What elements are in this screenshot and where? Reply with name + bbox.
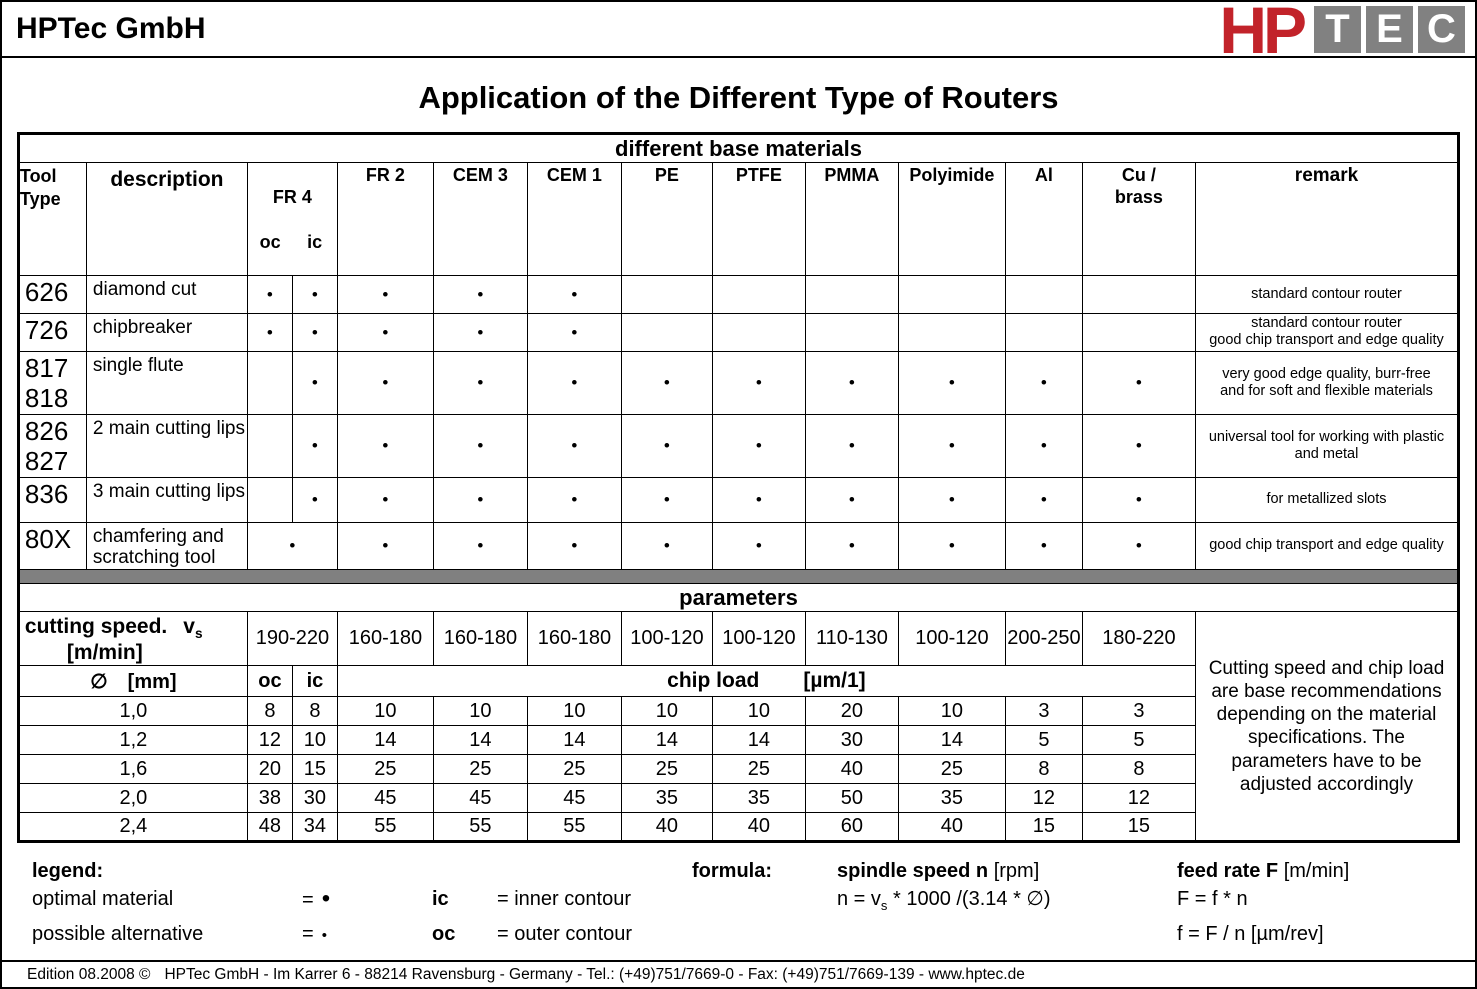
diameter-value: 2,0 (18, 784, 247, 813)
chip-load-value: 55 (337, 813, 433, 842)
legend-optimal-label: optimal material (32, 888, 174, 911)
chip-load-value: 14 (898, 726, 1005, 755)
table-row (18, 522, 1458, 570)
mark-cell-fr4-oc (247, 351, 292, 414)
mark-cell: • (433, 313, 527, 351)
tool-description: chipbreaker (86, 313, 247, 351)
col-header-pmma: PMMA (805, 163, 898, 276)
spindle-speed-title: spindle speed n [rpm] (837, 860, 1040, 883)
tool-description: 2 main cutting lips (86, 414, 247, 477)
chip-load-label: chip load (667, 669, 760, 693)
mark-cell (805, 275, 898, 313)
mark-cell: • (898, 351, 1005, 414)
oc-header: oc (247, 666, 292, 697)
spindle-speed-equation: $n = v_s * 1000$ /(3.14 * ∅) (837, 888, 1051, 914)
chip-load-value: 8 (292, 697, 337, 726)
mark-cell-fr4-ic: • (292, 313, 337, 351)
logo-tec-square-t: T (1314, 6, 1361, 53)
materials-section-title: different base materials (18, 134, 1458, 163)
mark-cell: • (898, 522, 1005, 570)
chip-load-value: 20 (247, 755, 292, 784)
chip-load-value: 48 (247, 813, 292, 842)
mark-cell-fr4-ic: • (292, 414, 337, 477)
legend-heading: legend: (32, 860, 104, 883)
chip-load-value: 12 (247, 726, 292, 755)
chip-load-value: 14 (712, 726, 805, 755)
mark-cell: • (805, 522, 898, 570)
mark-cell: • (1005, 351, 1082, 414)
chip-load-value: 3 (1082, 697, 1195, 726)
footer-edition: Edition 08.2008 © (27, 966, 151, 983)
tool-remark: for metallized slots (1195, 477, 1458, 522)
mark-cell (898, 313, 1005, 351)
cutting-speed-value: 110-130 (805, 612, 898, 666)
cutting-speed-value: 100-120 (898, 612, 1005, 666)
chip-load-value: 30 (292, 784, 337, 813)
chip-load-value: 40 (621, 813, 712, 842)
fr4-label: FR 4 (272, 186, 312, 207)
cutting-speed-value: 160-180 (337, 612, 433, 666)
fr4-oc-label: oc (259, 231, 281, 252)
mark-cell: • (433, 414, 527, 477)
tool-type: 726 (18, 313, 86, 351)
chip-load-value: 15 (292, 755, 337, 784)
diameter-value: 1,6 (18, 755, 247, 784)
mark-cell-fr4-ic: • (292, 351, 337, 414)
tool-remark: standard contour router good chip transport and edge quality (1195, 313, 1458, 351)
mark-cell-fr4: • (247, 522, 337, 570)
mark-cell-fr4-oc (247, 414, 292, 477)
parameters-note: Cutting speed and chip load are base recommendations depending on the material specifications. The parameters have to be adjusted accordingly (1195, 612, 1458, 842)
col-header-remark: remark (1195, 163, 1458, 276)
diameter-value: 2,4 (18, 813, 247, 842)
logo-hp-letters: HP (1219, 0, 1303, 67)
diameter-symbol: ∅ (90, 670, 108, 693)
parameters-section-title: parameters (18, 584, 1458, 612)
materials-section-title-row (18, 134, 1458, 163)
mark-cell: • (527, 351, 621, 414)
legend-oc-meaning: = outer contour (497, 923, 633, 946)
tool-description: diamond cut (86, 275, 247, 313)
page-footer (2, 960, 1475, 987)
table-row (18, 313, 1458, 351)
mark-cell: • (337, 414, 433, 477)
diameter-unit: [mm] (127, 670, 177, 693)
chip-load-value: 8 (1082, 755, 1195, 784)
mark-cell: • (1082, 414, 1195, 477)
chip-load-value: 25 (712, 755, 805, 784)
cutting-speed-value: 100-120 (712, 612, 805, 666)
separator-bar-row (18, 570, 1458, 584)
fr4-subheaders (248, 232, 337, 254)
tool-description: 3 main cutting lips (86, 477, 247, 522)
tool-type: 80X (18, 522, 86, 570)
mark-cell: • (805, 414, 898, 477)
mark-cell: • (433, 477, 527, 522)
mark-cell: • (527, 313, 621, 351)
mark-cell: • (337, 522, 433, 570)
chip-load-value: 14 (527, 726, 621, 755)
cutting-speed-label (18, 612, 247, 666)
mark-cell: • (1082, 477, 1195, 522)
page-title: Application of the Different Type of Routers (418, 80, 1059, 115)
col-header-polyimide: Polyimide (898, 163, 1005, 276)
diameter-value: 1,0 (18, 697, 247, 726)
feed-rate-title: feed rate F [m/min] (1177, 860, 1350, 883)
legend-alternative-label: possible alternative (32, 923, 204, 946)
col-header-tool-type: Tool Type (18, 163, 86, 276)
legend-ic-abbr: ic (432, 888, 449, 911)
chip-load-value: 12 (1082, 784, 1195, 813)
mark-cell-fr4-ic: • (292, 275, 337, 313)
chip-load-value: 50 (805, 784, 898, 813)
mark-cell: • (621, 477, 712, 522)
mark-cell: • (1005, 414, 1082, 477)
chip-load-value: 10 (292, 726, 337, 755)
chip-load-value: 40 (712, 813, 805, 842)
mark-cell (1005, 313, 1082, 351)
fr4-ic-label: ic (307, 231, 323, 252)
mark-cell (1082, 275, 1195, 313)
chip-load-value: 14 (621, 726, 712, 755)
mark-cell: • (621, 351, 712, 414)
chip-load-value: 15 (1005, 813, 1082, 842)
mark-cell (1005, 275, 1082, 313)
alternative-dot-icon: • (321, 927, 327, 945)
chip-load-value: 25 (621, 755, 712, 784)
col-header-pe: PE (621, 163, 712, 276)
chip-load-value: 25 (433, 755, 527, 784)
mark-cell: • (1082, 522, 1195, 570)
mark-cell: • (621, 414, 712, 477)
chip-load-value: 10 (527, 697, 621, 726)
parameters-section-title-row (18, 584, 1458, 612)
cutting-speed-value: 160-180 (433, 612, 527, 666)
tool-type: 817 818 (18, 351, 86, 414)
chip-load-value: 10 (712, 697, 805, 726)
mark-cell: • (712, 351, 805, 414)
col-header-cem1: CEM 1 (527, 163, 621, 276)
mark-cell: • (337, 313, 433, 351)
separator-bar (18, 570, 1458, 584)
mark-cell: • (527, 275, 621, 313)
legend-oc-abbr: oc (432, 923, 456, 946)
cutting-speed-row (18, 612, 1458, 666)
chip-load-value: 25 (898, 755, 1005, 784)
diameter-value: 1,2 (18, 726, 247, 755)
mark-cell: • (337, 351, 433, 414)
table-row (18, 275, 1458, 313)
chip-load-value: 10 (433, 697, 527, 726)
mark-cell (898, 275, 1005, 313)
mark-cell: • (898, 414, 1005, 477)
mark-cell: • (1082, 351, 1195, 414)
mark-cell: • (527, 477, 621, 522)
mark-cell: • (433, 351, 527, 414)
table-row (18, 351, 1458, 414)
col-header-cem3: CEM 3 (433, 163, 527, 276)
mark-cell-fr4-oc (247, 477, 292, 522)
mark-cell (712, 275, 805, 313)
mark-cell: • (621, 522, 712, 570)
chip-load-value: 20 (805, 697, 898, 726)
mark-cell: • (527, 522, 621, 570)
legend-alternative-mark: = • (302, 923, 327, 946)
mark-cell-fr4-oc: • (247, 313, 292, 351)
chip-load-value: 34 (292, 813, 337, 842)
mark-cell: • (527, 414, 621, 477)
main-tbody (18, 134, 1458, 842)
mark-cell-fr4-ic: • (292, 477, 337, 522)
chip-load-value: 10 (898, 697, 1005, 726)
tool-type: 826 827 (18, 414, 86, 477)
cutting-speed-value: 160-180 (527, 612, 621, 666)
col-header-fr2: FR 2 (337, 163, 433, 276)
chip-load-value: 45 (527, 784, 621, 813)
mark-cell: • (1005, 522, 1082, 570)
mark-cell: • (712, 522, 805, 570)
table-row (18, 414, 1458, 477)
chip-load-value: 55 (527, 813, 621, 842)
mark-cell: • (337, 275, 433, 313)
chip-load-value: 5 (1005, 726, 1082, 755)
chip-load-value: 55 (433, 813, 527, 842)
cutting-speed-text: cutting speed. (24, 615, 168, 639)
chip-load-value: 30 (805, 726, 898, 755)
chip-load-header (337, 666, 1195, 697)
mark-cell: • (1005, 477, 1082, 522)
mark-cell: • (433, 275, 527, 313)
chip-load-value: 14 (337, 726, 433, 755)
chip-load-value: 15 (1082, 813, 1195, 842)
chip-load-value: 14 (433, 726, 527, 755)
footer-address: HPTec GmbH - Im Karrer 6 - 88214 Ravensburg - Germany - Tel.: (+49)751/7669-0 - Fax: (+49)751/7669-139 - www.hptec.de (164, 966, 1025, 983)
vs-symbol: v (183, 615, 195, 639)
tool-description: single flute (86, 351, 247, 414)
page-header (2, 0, 1475, 67)
mark-cell (805, 313, 898, 351)
mark-cell (712, 313, 805, 351)
mark-cell: • (712, 477, 805, 522)
cutting-speed-value: 190-220 (247, 612, 337, 666)
chip-load-value: 35 (898, 784, 1005, 813)
col-header-ptfe: PTFE (712, 163, 805, 276)
col-header-cu-brass: Cu / brass (1082, 163, 1195, 276)
chip-load-value: 45 (337, 784, 433, 813)
col-header-fr4 (247, 163, 337, 276)
optimal-dot-icon: • (321, 885, 331, 913)
legend-optimal-mark: = • (302, 885, 331, 913)
legend-formula-section (2, 843, 1475, 950)
chip-load-value: 40 (898, 813, 1005, 842)
feed-rate-equation-2: f = F / n [µm/rev] (1177, 923, 1324, 946)
feed-rate-equation-1: F = f * n (1177, 888, 1248, 911)
mark-cell: • (712, 414, 805, 477)
cutting-speed-value: 180-220 (1082, 612, 1195, 666)
cutting-speed-value: 200-250 (1005, 612, 1082, 666)
chip-load-value: 8 (1005, 755, 1082, 784)
vs-subscript: s (194, 626, 203, 642)
tool-remark: standard contour router (1195, 275, 1458, 313)
chip-load-value: 25 (527, 755, 621, 784)
mark-cell (621, 275, 712, 313)
tool-remark: universal tool for working with plastic and metal (1195, 414, 1458, 477)
chip-load-value: 12 (1005, 784, 1082, 813)
col-header-al: Al (1005, 163, 1082, 276)
chip-load-value: 10 (337, 697, 433, 726)
chip-load-value: 8 (247, 697, 292, 726)
diameter-header (18, 666, 247, 697)
legend-ic-meaning: = inner contour (497, 888, 631, 911)
mark-cell-fr4-oc: • (247, 275, 292, 313)
mark-cell: • (805, 477, 898, 522)
cutting-speed-value: 100-120 (621, 612, 712, 666)
tool-type: 836 (18, 477, 86, 522)
tool-remark: very good edge quality, burr-free and for soft and flexible materials (1195, 351, 1458, 414)
chip-load-value: 35 (712, 784, 805, 813)
cutting-speed-unit: [m/min] (66, 641, 143, 665)
chip-load-value: 38 (247, 784, 292, 813)
materials-header-row (18, 163, 1458, 276)
company-name: HPTec GmbH (16, 12, 206, 45)
mark-cell: • (805, 351, 898, 414)
chip-load-unit: [µm/1] (803, 669, 866, 693)
hptec-logo (1219, 0, 1465, 67)
logo-tec-square-c: C (1418, 6, 1465, 53)
tool-type: 626 (18, 275, 86, 313)
chip-load-value: 10 (621, 697, 712, 726)
mark-cell (1082, 313, 1195, 351)
col-header-description: description (86, 163, 247, 276)
ic-header: ic (292, 666, 337, 697)
chip-load-value: 35 (621, 784, 712, 813)
tool-description: chamfering and scratching tool (86, 522, 247, 570)
mark-cell (621, 313, 712, 351)
main-table (17, 132, 1460, 843)
mark-cell: • (337, 477, 433, 522)
chip-load-value: 3 (1005, 697, 1082, 726)
tool-remark: good chip transport and edge quality (1195, 522, 1458, 570)
mark-cell: • (433, 522, 527, 570)
table-row (18, 477, 1458, 522)
chip-load-value: 45 (433, 784, 527, 813)
logo-tec-square-e: E (1366, 6, 1413, 53)
chip-load-value: 60 (805, 813, 898, 842)
chip-load-value: 25 (337, 755, 433, 784)
chip-load-value: 5 (1082, 726, 1195, 755)
chip-load-value: 40 (805, 755, 898, 784)
mark-cell: • (898, 477, 1005, 522)
formula-heading: formula: (692, 860, 772, 883)
